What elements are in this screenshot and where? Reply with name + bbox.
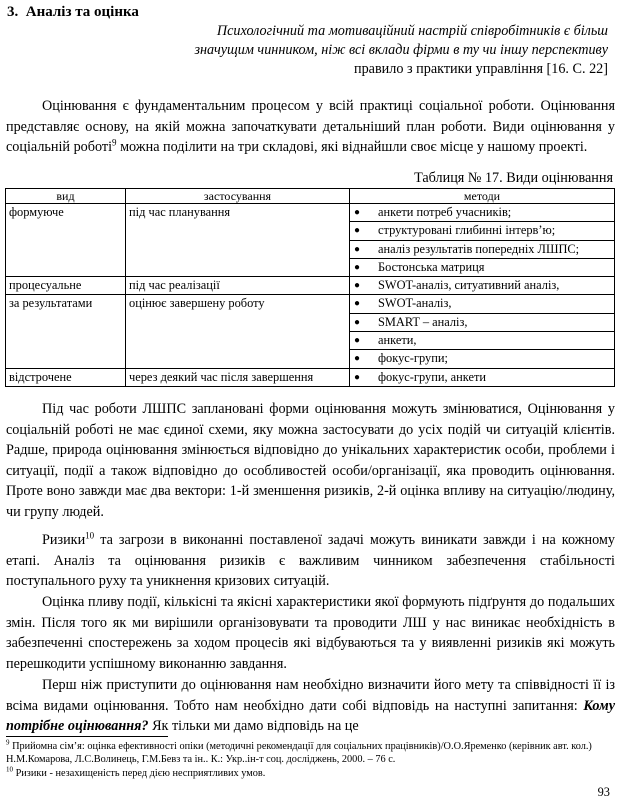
footnote-10 — [6, 767, 615, 780]
cell-use: під час реалізації — [126, 277, 350, 295]
footnote-9 — [6, 740, 615, 766]
method-item: ● анкети, — [350, 332, 614, 350]
risks-rest: та загрози в виконанні поставленої задачі можуть виникати завжди і на кожному етапі. Аналіз та оцінювання ризиків є важливим чинником забезпечення стабільності поступального руху та уникнення кризових ситуацій. — [6, 532, 615, 590]
table-row — [6, 277, 615, 295]
footnote-10-text: Ризики - незахищеність перед дією несприятливих умов. — [13, 768, 266, 779]
section-title: Аналіз та оцінка — [25, 4, 139, 20]
footnote-9-number: 9 — [6, 738, 10, 747]
bullet-icon: ● — [354, 316, 361, 328]
cell-kind: формуюче — [6, 204, 126, 277]
epigraph — [194, 22, 608, 79]
intro-text-after: можна поділити на три складові, які віднайшли своє місце у нашому проекті. — [116, 139, 588, 156]
bullet-icon: ● — [354, 335, 361, 347]
method-item: ● фокус-групи; — [350, 350, 614, 367]
bullet-icon: ● — [354, 298, 361, 310]
header-use: застосування — [126, 189, 350, 204]
cell-methods — [350, 368, 615, 386]
risks-lead: Ризики — [42, 532, 86, 548]
cell-kind: за результатами — [6, 295, 126, 368]
method-item: ● структуровані глибинні інтерв’ю; — [350, 222, 614, 240]
header-kind: вид — [6, 189, 126, 204]
intro-paragraph — [6, 96, 615, 158]
method-item: ● аналіз результатів попередніх ЛШПС; — [350, 241, 614, 259]
method-item: ● SWOT-аналіз, — [350, 295, 614, 313]
cell-kind: процесуальне — [6, 277, 126, 295]
footnote-10-number: 10 — [6, 765, 13, 774]
cell-kind: відстрочене — [6, 368, 126, 386]
cell-use: оцінює завершену роботу — [126, 295, 350, 368]
method-item: ● анкети потреб учасників; — [350, 204, 614, 222]
header-methods: методи — [350, 189, 615, 204]
footnote-ref-10: 10 — [85, 530, 95, 541]
table-row — [6, 204, 615, 277]
section-heading — [7, 4, 139, 21]
footnote-divider — [6, 736, 168, 737]
method-item: ● SMART – аналіз, — [350, 314, 614, 332]
page-number: 93 — [597, 785, 610, 799]
evaluation-types-table — [5, 188, 615, 387]
cell-use: під час планування — [126, 204, 350, 277]
bullet-icon: ● — [354, 371, 361, 383]
goal-text-after: Як тільки ми дамо відповідь на це — [148, 718, 359, 735]
cell-methods — [350, 204, 615, 277]
goal-text-before: Перш ніж приступити до оцінювання нам необхідно визначити його мету та співвідності її із всіма видами оцінювання. Тобто нам необхідно дати собі відповідь на наступні запитання: — [6, 677, 615, 714]
table-caption: Таблиця № 17. Види оцінювання — [414, 170, 613, 186]
table-row — [6, 368, 615, 386]
bullet-icon: ● — [354, 207, 361, 218]
epigraph-line-1: Психологічний та мотиваційний настрій співробітників є більш — [216, 23, 608, 39]
section-number: 3. — [7, 4, 19, 20]
footnote-ref-9: 9 — [112, 137, 117, 148]
bullet-icon: ● — [354, 243, 361, 255]
table-header-row — [6, 189, 615, 204]
paragraph-impact: Оцінка пливу події, кількісні та якісні характеристики якої формують підґрунтя до подальших змін. Після того як ми вирішили організовувати та проводити ЛШ у нас виникає необхідність в забезпеченні спостережень за ходом процесів які відбуваються та у виявленні ризиків які можуть перешкодити успішному виконанню завдання. — [6, 594, 615, 672]
bullet-icon: ● — [354, 353, 361, 365]
method-item: ● фокус-групи, анкети — [350, 369, 614, 386]
intro-text-before: Оцінювання є фундаментальним процесом у всій практиці соціальної роботи. Оцінювання представляє основу, на якій можна започаткувати детальніший план роботи. Види оцінювання у соціальній роботі — [6, 98, 615, 156]
method-item: ● SWOT-аналіз, ситуативний аналіз, — [350, 277, 614, 294]
paragraph-risks — [6, 530, 615, 592]
paragraph-goal — [6, 675, 615, 737]
cell-use: через деякий час після завершення — [126, 368, 350, 386]
footnote-9-text: Прийомна сім’я: оцінка ефективності опіки (методичні рекомендації для соціальних працівників)/О.О.Яременко (керівник авт. кол.) Н.М.Комарова, Л.С.Волинець, Г.М.Бевз та ін.. К.: Укр..ін-т соц. досліджень, 2000. – 76 с. — [6, 741, 592, 766]
epigraph-source: правило з практики управління [16. С. 22] — [353, 61, 608, 77]
table-row — [6, 295, 615, 368]
goal-question: Кому потрібне оцінювання? — [6, 697, 615, 735]
cell-methods — [350, 277, 615, 295]
method-item: ● Бостонська матриця — [350, 259, 614, 276]
bullet-icon: ● — [354, 280, 361, 292]
paragraph-evaluation-forms: Під час роботи ЛШПС заплановані форми оцінювання можуть змінюватися, Оцінювання у соціальній роботі не має єдиної схеми, яку можна застосувати до усіх подій чи ситуацій клієнтів. Радше, природа оцінювання змінюється відповідно до унікальних характеристик особи, проблеми і ситуації, події а також відповідно до особливостей особи/організації, яка проводить оцінювання. Проте воно завжди має два вектори: 1-й зменшення ризиків, 2-й оцінка впливу на ситуацію/людину, чи групу людей. — [6, 401, 615, 520]
cell-methods — [350, 295, 615, 368]
bullet-icon: ● — [354, 261, 361, 273]
bullet-icon: ● — [354, 225, 361, 237]
epigraph-line-2: значущим чинником, ніж всі вклади фірми в ту чи іншу перспективу — [194, 42, 608, 58]
